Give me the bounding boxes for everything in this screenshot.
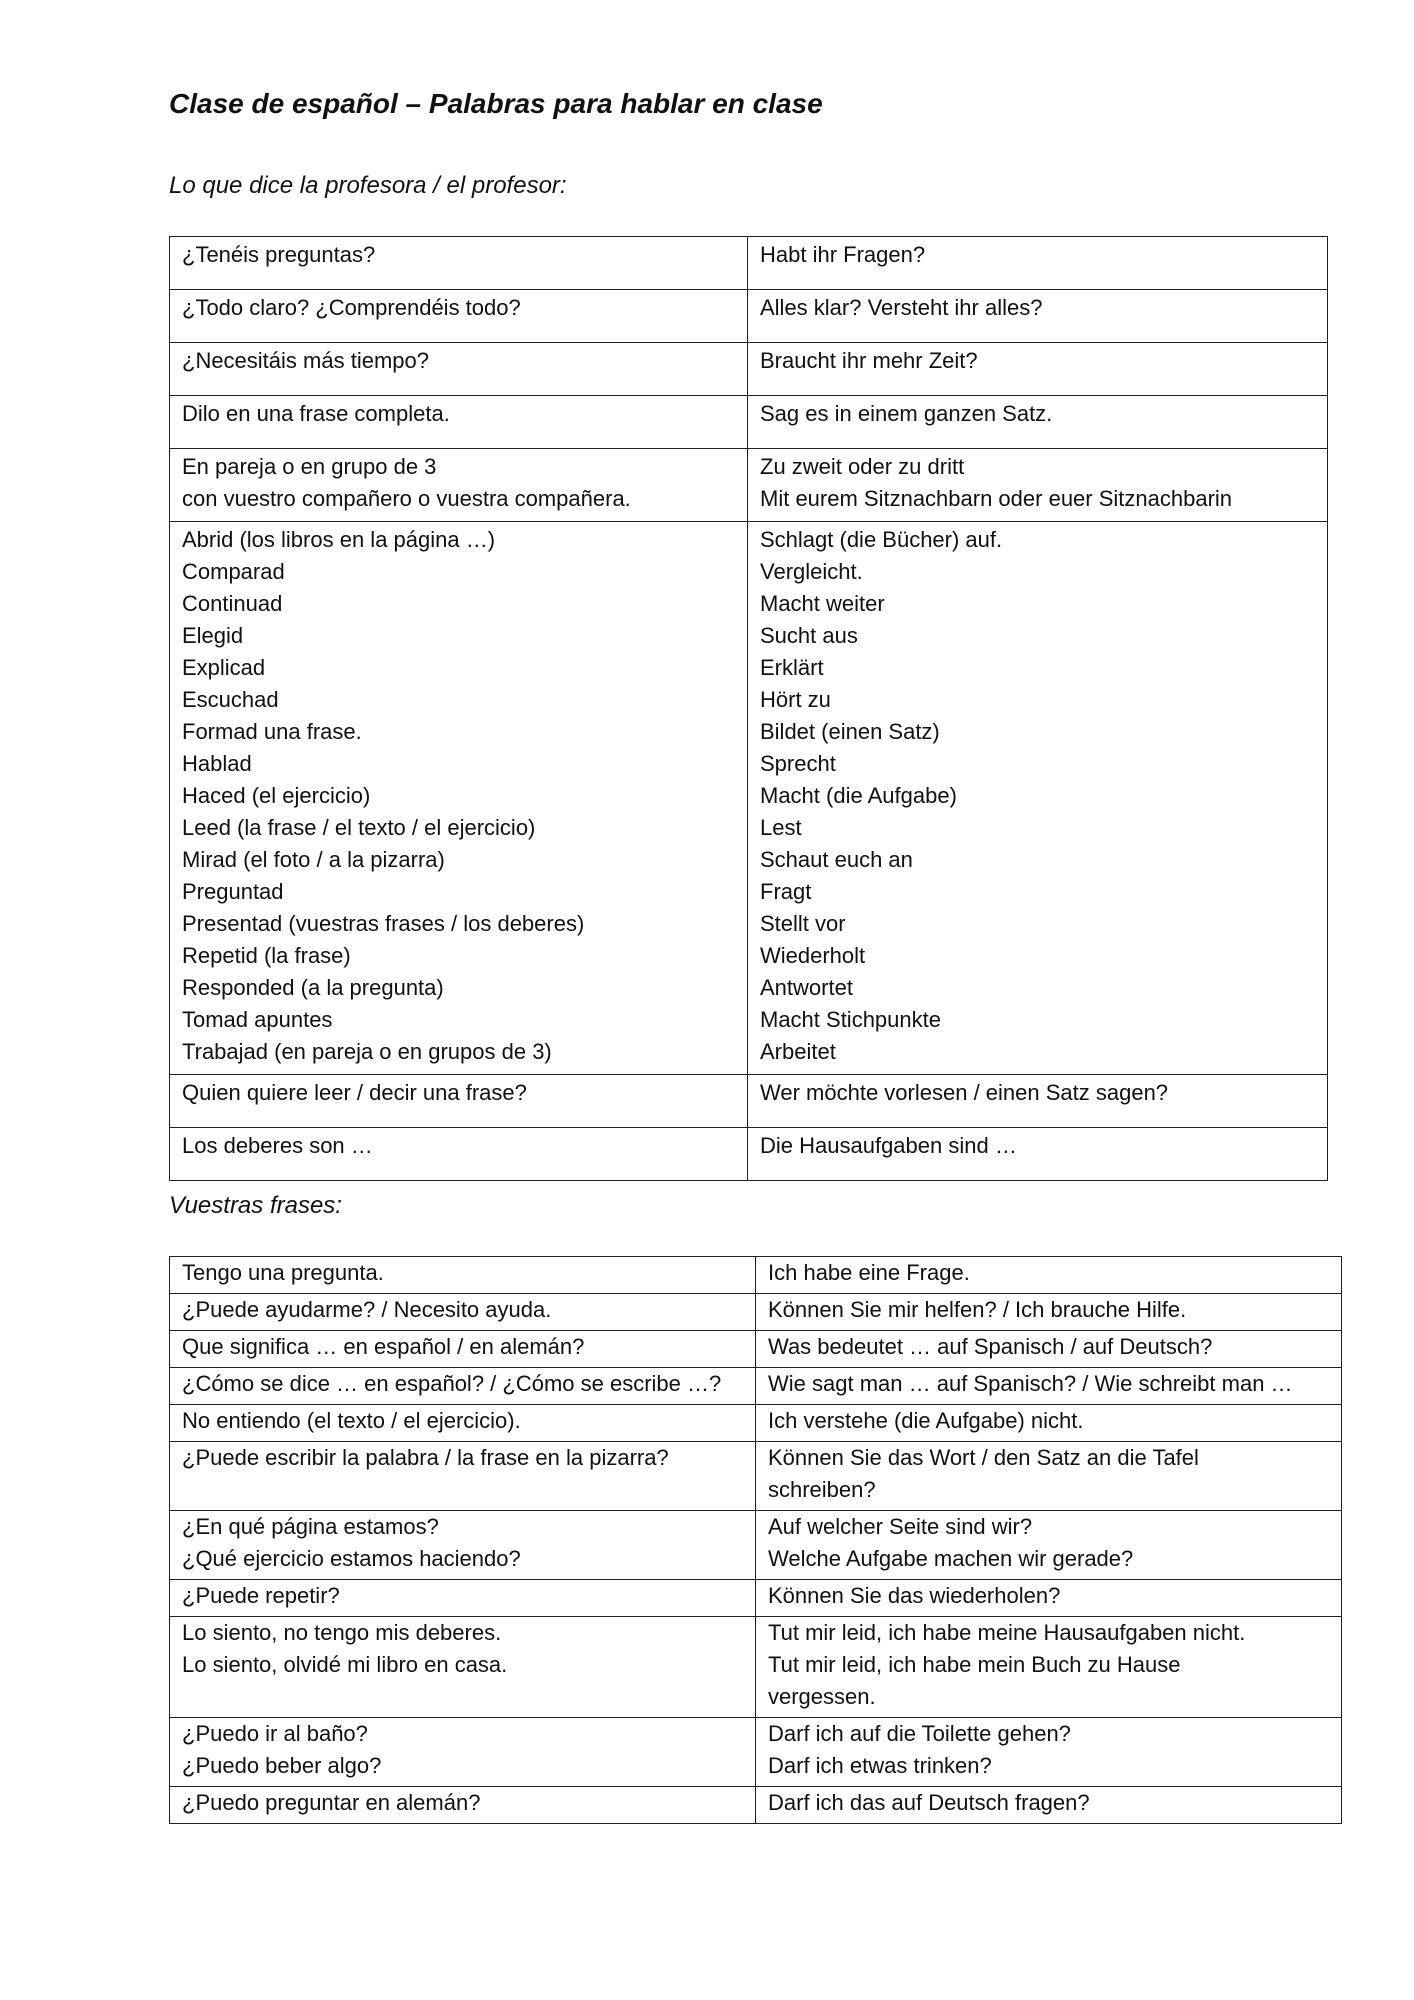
spanish-phrase-cell: ¿Cómo se dice … en español? / ¿Cómo se escribe …? — [170, 1368, 756, 1405]
spanish-phrase-cell: Los deberes son … — [170, 1128, 748, 1181]
spanish-phrase-cell: ¿Tenéis preguntas? — [170, 237, 748, 290]
german-translation-cell: Ich verstehe (die Aufgabe) nicht. — [756, 1405, 1342, 1442]
spanish-phrase-cell: ¿Puede ayudarme? / Necesito ayuda. — [170, 1294, 756, 1331]
table-row — [170, 1405, 1342, 1442]
spanish-phrase-cell: ¿Todo claro? ¿Comprendéis todo? — [170, 290, 748, 343]
table-row — [170, 237, 1328, 290]
german-translation-cell: Tut mir leid, ich habe meine Hausaufgaben nicht. Tut mir leid, ich habe mein Buch zu Hause vergessen. — [756, 1617, 1342, 1718]
table-row — [170, 1511, 1342, 1580]
table-row — [170, 343, 1328, 396]
german-translation-cell: Darf ich auf die Toilette gehen? Darf ich etwas trinken? — [756, 1718, 1342, 1787]
spanish-phrase-cell: ¿Puedo preguntar en alemán? — [170, 1787, 756, 1824]
page-title: Clase de español – Palabras para hablar en clase — [169, 88, 823, 119]
german-translation-cell: Wer möchte vorlesen / einen Satz sagen? — [748, 1075, 1328, 1128]
german-translation-cell: Alles klar? Versteht ihr alles? — [748, 290, 1328, 343]
spanish-phrase-cell: Tengo una pregunta. — [170, 1257, 756, 1294]
german-translation-cell: Wie sagt man … auf Spanisch? / Wie schreibt man … — [756, 1368, 1342, 1405]
german-translation-cell: Darf ich das auf Deutsch fragen? — [756, 1787, 1342, 1824]
spanish-phrase-cell: ¿Puedo ir al baño? ¿Puedo beber algo? — [170, 1718, 756, 1787]
spanish-phrase-cell: ¿Necesitáis más tiempo? — [170, 343, 748, 396]
table-row — [170, 1331, 1342, 1368]
german-translation-cell: Braucht ihr mehr Zeit? — [748, 343, 1328, 396]
table-row — [170, 522, 1328, 1075]
table-row — [170, 1368, 1342, 1405]
spanish-phrase-cell: ¿Puede repetir? — [170, 1580, 756, 1617]
german-translation-cell: Können Sie mir helfen? / Ich brauche Hilfe. — [756, 1294, 1342, 1331]
spanish-phrase-cell: Abrid (los libros en la página …) Comparad Continuad Elegid Explicad Escuchad Formad una frase. Hablad Haced (el ejercicio) Leed (la frase / el texto / el ejercicio) Mirad (el foto / a la pizarra) Preguntad Presentad (vuestras frases / los deberes) Repetid (la frase) Responded (a la pregunta) Tomad apuntes Trabajad (en pareja o en grupos de 3) — [170, 522, 748, 1075]
german-translation-cell: Auf welcher Seite sind wir? Welche Aufgabe machen wir gerade? — [756, 1511, 1342, 1580]
table-row — [170, 1718, 1342, 1787]
table-row — [170, 1294, 1342, 1331]
student-phrases-heading: Vuestras frases: — [169, 1192, 342, 1219]
table-row — [170, 449, 1328, 522]
spanish-phrase-cell: Quien quiere leer / decir una frase? — [170, 1075, 748, 1128]
spanish-phrase-cell: No entiendo (el texto / el ejercicio). — [170, 1405, 756, 1442]
table-row — [170, 1442, 1342, 1511]
spanish-phrase-cell: ¿En qué página estamos? ¿Qué ejercicio estamos haciendo? — [170, 1511, 756, 1580]
table-row — [170, 396, 1328, 449]
teacher-phrases-heading: Lo que dice la profesora / el profesor: — [169, 172, 567, 199]
student-phrases-table — [169, 1256, 1342, 1824]
german-translation-cell: Zu zweit oder zu dritt Mit eurem Sitznachbarn oder euer Sitznachbarin — [748, 449, 1328, 522]
german-translation-cell: Was bedeutet … auf Spanisch / auf Deutsch? — [756, 1331, 1342, 1368]
german-translation-cell: Die Hausaufgaben sind … — [748, 1128, 1328, 1181]
german-translation-cell: Schlagt (die Bücher) auf. Vergleicht. Macht weiter Sucht aus Erklärt Hört zu Bildet (einen Satz) Sprecht Macht (die Aufgabe) Lest Schaut euch an Fragt Stellt vor Wiederholt Antwortet Macht Stichpunkte Arbeitet — [748, 522, 1328, 1075]
table-row — [170, 1787, 1342, 1824]
teacher-phrases-table — [169, 236, 1328, 1181]
table-row — [170, 1128, 1328, 1181]
german-translation-cell: Ich habe eine Frage. — [756, 1257, 1342, 1294]
table-row — [170, 1580, 1342, 1617]
spanish-phrase-cell: Lo siento, no tengo mis deberes. Lo siento, olvidé mi libro en casa. — [170, 1617, 756, 1718]
table-row — [170, 1075, 1328, 1128]
german-translation-cell: Können Sie das wiederholen? — [756, 1580, 1342, 1617]
spanish-phrase-cell: Que significa … en español / en alemán? — [170, 1331, 756, 1368]
german-translation-cell: Habt ihr Fragen? — [748, 237, 1328, 290]
spanish-phrase-cell: En pareja o en grupo de 3 con vuestro compañero o vuestra compañera. — [170, 449, 748, 522]
table-row — [170, 1617, 1342, 1718]
table-row — [170, 290, 1328, 343]
german-translation-cell: Können Sie das Wort / den Satz an die Tafel schreiben? — [756, 1442, 1342, 1511]
german-translation-cell: Sag es in einem ganzen Satz. — [748, 396, 1328, 449]
table-row — [170, 1257, 1342, 1294]
spanish-phrase-cell: ¿Puede escribir la palabra / la frase en la pizarra? — [170, 1442, 756, 1511]
spanish-phrase-cell: Dilo en una frase completa. — [170, 396, 748, 449]
